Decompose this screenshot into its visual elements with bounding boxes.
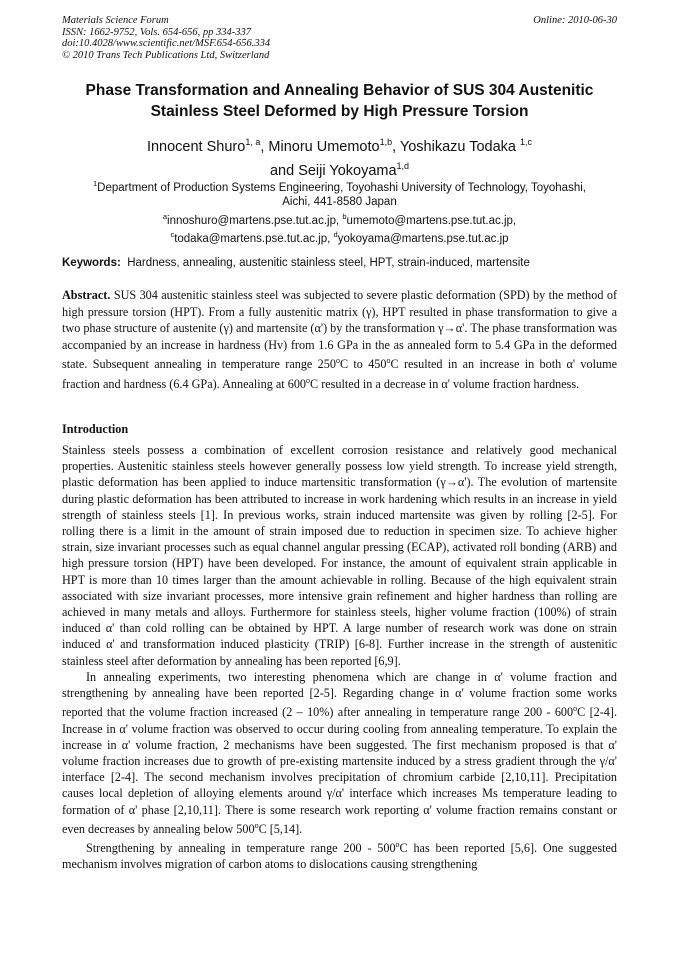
- email-sup: d: [333, 230, 338, 240]
- title-line-1: Phase Transformation and Annealing Behavior of SUS 304 Austenitic: [85, 82, 594, 99]
- abstract-label: Abstract.: [62, 288, 111, 302]
- keywords-block: [62, 256, 617, 270]
- affiliation-line-2: Aichi, 441-8580 Japan: [282, 196, 397, 209]
- author-name: Yoshikazu Todaka: [399, 138, 516, 155]
- keywords-label: Keywords:: [62, 257, 121, 269]
- email-link[interactable]: umemoto@martens.pse.tut.ac.jp: [346, 214, 513, 227]
- online-date: Online: 2010-06-30: [533, 15, 617, 26]
- section-heading-introduction: Introduction: [62, 422, 129, 436]
- email-sup: c: [170, 230, 175, 240]
- doi-line: doi:10.4028/www.scientific.net/MSF.654-656.334: [62, 38, 271, 49]
- degree-sup: o: [386, 356, 391, 365]
- paper-title: [62, 80, 617, 122]
- author-sup: 1,d: [396, 160, 410, 171]
- author-name: Innocent Shuro: [146, 138, 246, 155]
- degree-sup: o: [335, 356, 340, 365]
- copyright-line: © 2010 Trans Tech Publications Ltd, Switzerland: [62, 49, 270, 61]
- title-line-2: Stainless Steel Deformed by High Pressure Torsion: [150, 103, 529, 120]
- author-name: Seiji Yokoyama: [298, 162, 397, 179]
- degree-sup: o: [254, 820, 259, 830]
- authors-line-2: and Seiji Yokoyama$^{1,d}$: [269, 160, 410, 179]
- affiliation-block: [62, 177, 617, 246]
- email-link[interactable]: todaka@martens.pse.tut.ac.jp: [174, 232, 328, 245]
- paragraph: Strengthening by annealing in temperature range 200 - 500$^o$C has been reported [5,6]. One suggested mechanism involves migration of carbon atoms to dislocations causing strengthening: [62, 840, 617, 872]
- introduction-body: [62, 442, 617, 872]
- email-sup: b: [342, 211, 347, 221]
- email-link[interactable]: yokoyama@martens.pse.tut.ac.jp: [337, 232, 509, 245]
- abstract-text: C to 450: [339, 357, 387, 372]
- email-sup: a: [162, 211, 168, 221]
- paragraph: Stainless steels possess a combination of excellent corrosion resistance and relatively good mechanical properties. Austenitic stainless steels however generally possess low yield strength. To increase yield strength, plastic deformation has been applied to induce martensitic transformation (γ→α'). The evolution of martensite during plastic deformation has been attributed to increase in work hardening which results in an increase in yield strength of stainless steels [1]. In previous works, strain induced martensite was given by rolling [2-5]. For rolling there is a limit in the amount of strain imposed due to reduction in specimen size. To achieve higher strain, size invariant processes such as equal channel angular pressing (ECAP), activated roll bonding (ARB) and high pressure torsion (HPT) have been developed. For instance, the amount of equivalent strain applicable in HPT is more than 10 times larger than the amount achievable in rolling. Because of the high equivalent strain associated with size invariant processes, more intensive grain refinement and higher hardness than rolling are achieved in many metals and alloys. Furthermore for stainless steels, higher volume fraction (100%) of strain induced α' than cold rolling can be obtained by HPT. A large number of research work was done on strain induced α' and transformation induced plasticity (TRIP) [6-8]. Further increase in the strength of austenitic stainless steel after deformation by annealing has been reported [6,9].: [62, 443, 617, 668]
- keywords-text: Hardness, annealing, austenitic stainless steel, HPT, strain-induced, martensite: [127, 257, 530, 269]
- journal-header: [62, 15, 617, 61]
- abstract-text: C resulted in an increase in both α' volume fraction and hardness (6.4 GPa). Annealing at 600: [62, 357, 617, 391]
- abstract-text: SUS 304 austenitic stainless steel was subjected to severe plastic deformation (SPD) by the method of high pressure torsion (HPT). From a fully austenitic matrix (γ), HPT resulted in phase transformation to give a two phase structure of austenite (γ) and martensite (α') by the transformation γ→α'. The phase transformation was accompanied by an increase in hardness (Hv) from 1.6 GPa in the as annealed form to 5.4 GPa in the deformed state. Subsequent annealing in temperature range 250: [62, 288, 617, 372]
- authors-line-1: Innocent Shuro$^{1, a}$, Minoru Umemoto$^{1,b}$, Yoshikazu Todaka $^{1,c}$: [146, 137, 533, 155]
- affiliation-text: Department of Production Systems Engineering, Toyohashi University of Technology, Toyohashi,: [97, 181, 586, 194]
- author-sup: 1, a: [245, 137, 261, 147]
- degree-sup: o: [395, 840, 400, 849]
- email-link[interactable]: innoshuro@martens.pse.tut.ac.jp: [167, 214, 336, 227]
- author-sup: 1,c: [520, 137, 533, 147]
- journal-name: Materials Science Forum: [62, 15, 169, 26]
- degree-sup: o: [306, 375, 311, 385]
- email-line-2: $^c$todaka@martens.pse.tut.ac.jp, $^d$yokoyama@martens.pse.tut.ac.jp: [170, 230, 509, 245]
- issn-line: ISSN: 1662-9752, Vols. 654-656, pp 334-337: [62, 26, 251, 38]
- paragraph: In annealing experiments, two interesting phenomena which are change in α' volume fraction and strengthening by annealing have been reported [2-5]. Regarding change in α' volume fraction some works reported that the volume fraction increased (2 – 10%) after annealing in temperature range 200 - 600$^o$C [2-4]. Increase in α' volume fraction was observed to occur during cooling from annealing temperature. To explain the increase in α' volume fraction, 2 mechanisms have been suggested. The first mechanism proposed is that α' volume fraction increases due to growth of pre-existing martensite induced by a stress gradient through the γ/α' interface [2-4]. The second mechanism involves precipitation of chromium carbide [2,10,11]. Precipitation causes local depletion of alloying elements around γ/α' interface which increases Ms temperature leading to formation of α' phase [2,10,11]. There is some research work reporting α' volume fraction remains constant or even decreases by annealing below 500$^o$C [5,14].: [62, 669, 617, 836]
- email-line-1: $^a$innoshuro@martens.pse.tut.ac.jp, $^b$umemoto@martens.pse.tut.ac.jp,: [162, 211, 517, 227]
- affiliation-line-1: [62, 177, 617, 195]
- author-sup: 1,b: [379, 137, 393, 147]
- affiliation-sup: 1: [93, 179, 98, 188]
- abstract-text: C resulted in a decrease in α' volume fraction hardness.: [310, 376, 580, 391]
- abstract-block: [62, 287, 617, 392]
- author-list: [62, 133, 617, 181]
- degree-sup: o: [573, 704, 578, 714]
- author-name: Minoru Umemoto: [268, 138, 380, 155]
